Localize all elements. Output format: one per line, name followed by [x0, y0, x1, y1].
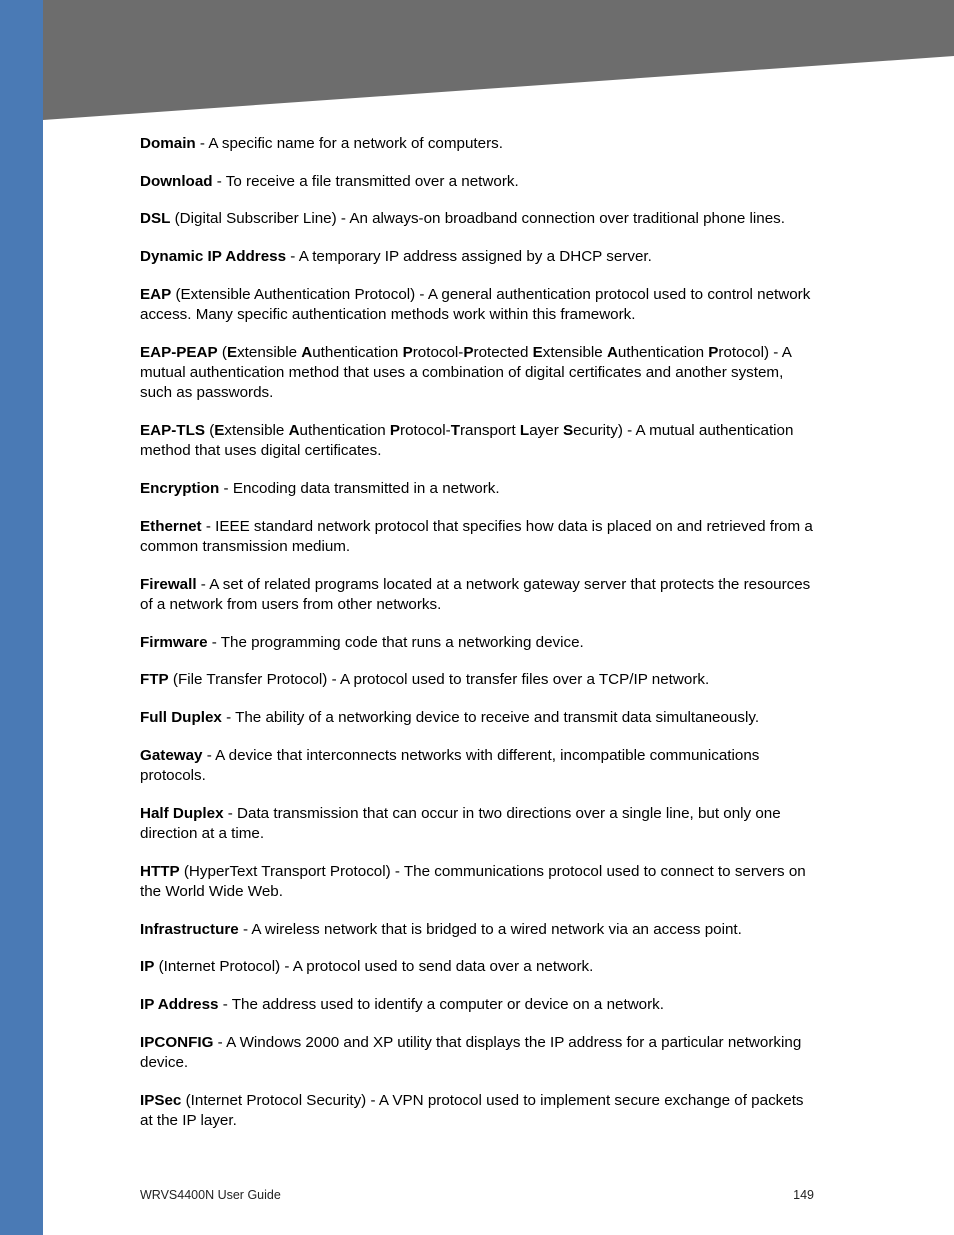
page-number: 149: [793, 1188, 814, 1202]
definition-text: (: [217, 343, 227, 361]
definition-text: - The programming code that runs a networking device.: [207, 633, 584, 651]
glossary-term: Full Duplex: [140, 709, 222, 727]
definition-text: - To receive a file transmitted over a network.: [212, 172, 519, 190]
definition-text: - A set of related programs located at a network gateway server that protects the resources of a network from users from other networks.: [140, 575, 811, 613]
acronym-letter: L: [519, 422, 530, 440]
definition-text: - A specific name for a network of computers.: [195, 135, 503, 152]
definition-text: rotocol-: [400, 422, 451, 440]
glossary-entry: [140, 670, 814, 690]
glossary-entry: [140, 633, 814, 653]
definition-text: ayer: [529, 422, 563, 440]
acronym-letter: E: [214, 422, 225, 440]
definition-text: - A temporary IP address assigned by a DHCP server.: [286, 248, 652, 266]
acronym-letter: P: [402, 343, 413, 361]
glossary-entry: [140, 343, 814, 404]
glossary-entry: [140, 746, 814, 787]
acronym-letter: A: [288, 422, 300, 440]
glossary-term: Infrastructure: [140, 920, 239, 938]
definition-text: uthentication: [312, 343, 403, 361]
glossary-entry: [140, 517, 814, 558]
glossary-entry: [140, 957, 814, 977]
glossary-term: DSL: [140, 210, 171, 228]
glossary-term: Dynamic IP Address: [140, 248, 287, 266]
definition-text: (Internet Protocol) - A protocol used to send data over a network.: [154, 958, 594, 976]
glossary-term: Ethernet: [140, 517, 202, 535]
glossary-term: IP: [140, 958, 155, 976]
glossary-entry: [140, 575, 814, 616]
definition-text: - A device that interconnects networks with different, incompatible communications protocols.: [140, 746, 760, 785]
definition-text: (: [204, 422, 215, 440]
acronym-letter: T: [450, 422, 460, 440]
definition-text: - Data transmission that can occur in two directions over a single line, but only one direction at a time.: [140, 804, 781, 842]
glossary-entry: [140, 172, 814, 192]
glossary-entry: [140, 708, 814, 728]
acronym-letter: E: [226, 343, 238, 361]
glossary-term: HTTP: [140, 862, 180, 880]
header-band: [43, 0, 954, 125]
definition-text: xtensible: [237, 343, 302, 361]
glossary-entry: [140, 862, 814, 903]
glossary-entry: [140, 920, 814, 940]
definition-text: - Encoding data transmitted in a network.: [219, 480, 500, 497]
glossary-entry: [140, 804, 814, 845]
glossary-term: Gateway: [140, 746, 203, 764]
acronym-letter: P: [389, 422, 401, 440]
definition-text: xtensible: [542, 343, 607, 361]
footer-guide-title: WRVS4400N User Guide: [140, 1188, 281, 1202]
acronym-letter: P: [463, 343, 474, 361]
glossary-entry: [140, 1033, 814, 1074]
definition-text: - The address used to identify a computer or device on a network.: [218, 996, 664, 1014]
glossary-entry: [140, 1091, 814, 1132]
acronym-letter: E: [532, 343, 543, 361]
glossary-term: EAP: [140, 285, 172, 303]
definition-text: (File Transfer Protocol) - A protocol used to transfer files over a TCP/IP network.: [168, 671, 710, 689]
glossary-term: Download: [140, 172, 213, 190]
acronym-letter: A: [301, 343, 313, 361]
definition-text: - A wireless network that is bridged to a wired network via an access point.: [238, 920, 742, 938]
glossary-term: Firewall: [140, 575, 197, 593]
glossary-entry: [140, 995, 814, 1015]
glossary-term: IPCONFIG: [140, 1033, 214, 1051]
glossary-term: Encryption: [140, 480, 220, 497]
definition-text: - The ability of a networking device to receive and transmit data simultaneously.: [221, 709, 760, 727]
sidebar-band: [0, 0, 43, 1235]
acronym-letter: P: [708, 343, 719, 361]
definition-text: (Digital Subscriber Line) - An always-on broadband connection over traditional phone lines.: [170, 210, 785, 228]
definition-text: (Internet Protocol Security) - A VPN protocol used to implement secure exchange of packets at the IP layer.: [140, 1091, 804, 1130]
definition-text: uthentication: [299, 422, 390, 440]
glossary-term: IPSec: [140, 1091, 182, 1109]
glossary-term: FTP: [140, 671, 169, 689]
definition-text: (Extensible Authentication Protocol) - A general authentication protocol used to control network access. Many specific authentication methods work within this framework.: [140, 285, 811, 324]
glossary-term: Domain: [140, 135, 196, 152]
definition-text: uthentication: [617, 343, 709, 361]
definition-text: xtensible: [224, 422, 289, 440]
glossary-entry: [140, 421, 814, 462]
glossary-list: [140, 134, 814, 1149]
acronym-letter: A: [606, 343, 618, 361]
glossary-term: EAP-TLS: [140, 422, 205, 440]
glossary-entry: [140, 134, 814, 154]
glossary-term: Half Duplex: [140, 804, 224, 822]
definition-text: - A Windows 2000 and XP utility that displays the IP address for a particular networking device.: [140, 1033, 802, 1072]
acronym-letter: S: [562, 422, 574, 440]
definition-text: - IEEE standard network protocol that specifies how data is placed on and retrieved from a common transmission medium.: [140, 517, 813, 555]
glossary-entry: [140, 285, 814, 326]
glossary-term: Firmware: [140, 633, 208, 651]
definition-text: (HyperText Transport Protocol) - The communications protocol used to connect to servers on the World Wide Web.: [140, 862, 806, 900]
definition-text: rotocol-: [412, 343, 464, 361]
glossary-term: EAP-PEAP: [140, 343, 218, 361]
glossary-term: IP Address: [140, 996, 219, 1014]
glossary-entry: [140, 479, 814, 499]
definition-text: ransport: [459, 422, 520, 440]
definition-text: rotocol) - A mutual authentication method that uses a combination of digital certificates and another system, such as passwords.: [140, 343, 791, 402]
glossary-entry: [140, 209, 814, 229]
definition-text: rotected: [473, 343, 533, 361]
definition-text: ecurity) - A mutual authentication method that uses digital certificates.: [140, 422, 794, 460]
glossary-entry: [140, 247, 814, 267]
